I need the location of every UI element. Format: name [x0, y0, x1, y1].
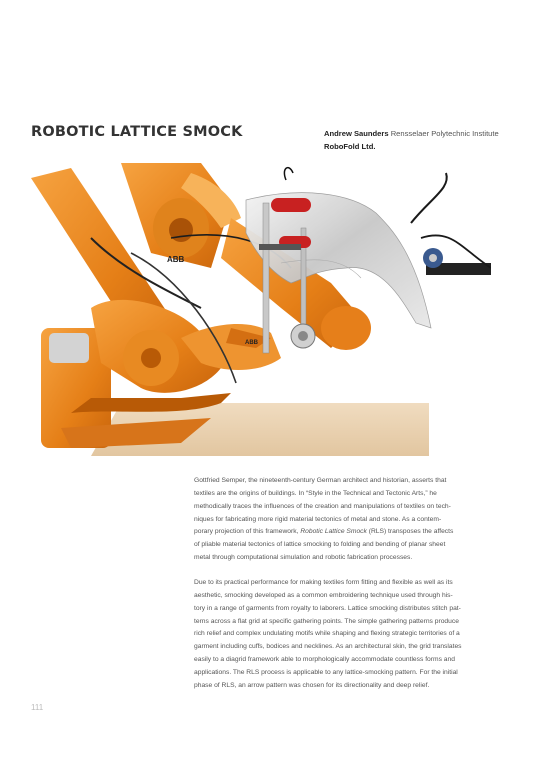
paragraph-line: metal through computational simulation and robotic fabrication processes.: [194, 554, 413, 562]
paragraph-line: applications. The RLS process is applicable to any lattice-smocking pattern. For the initial: [194, 668, 458, 676]
company-name: RoboFold Ltd.: [324, 142, 376, 151]
paragraph-line: porary projection of this framework,: [194, 528, 301, 536]
paragraph-line: niques for fabricating more rigid material tectonics of metal and stone. As a contem-: [194, 515, 442, 523]
right-fixture: [411, 173, 491, 275]
paragraph-line: aesthetic, smocking developed as a common embroidering technique used through his-: [194, 591, 453, 599]
paragraph-line: Due to its practical performance for making textiles form fitting and flexible as well as its: [194, 579, 453, 586]
author-block: [324, 127, 499, 153]
robot-arm-photo: [31, 158, 491, 456]
paragraph-line: garment including cuffs, bodices and necklines. As an architectural skin, the grid translates: [194, 643, 462, 651]
paragraph-line: easily to a diagrid framework able to morphologically accommodate countless forms and: [194, 656, 455, 664]
paragraph-line: Gottfried Semper, the nineteenth-century German architect and historian, asserts that: [194, 477, 447, 484]
paragraph-line: textiles are the origins of buildings. In “Style in the Technical and Tectonic Arts,” he: [194, 489, 437, 497]
author-name: Andrew Saunders: [324, 129, 389, 138]
page-title: ROBOTIC LATTICE SMOCK: [31, 124, 243, 140]
project-name-italic: Robotic Lattice Smock: [300, 528, 367, 536]
paragraph-line: phase of RLS, an arrow pattern was chosen for its directionality and deep relief.: [194, 681, 430, 689]
abb-logo-small: ABB: [245, 340, 258, 346]
paragraph-line: (RLS) transposes the affects: [366, 528, 454, 536]
paragraph-line: of pliable material tectonics of lattice smocking to folding and bending of planar sheet: [194, 541, 446, 549]
page-number: 111: [31, 703, 44, 712]
paragraph-line: methodically traces the influences of the creation and manipulations of textiles on tech-: [194, 502, 451, 510]
paragraph-line: rich relief and complex undulating motifs while shaping and flexing strategic territories of a: [194, 630, 460, 638]
body-paragraph-1: [194, 475, 494, 565]
paragraph-line: tory in a range of garments from royalty to laborers. Lattice smocking distributes stitch pat-: [194, 604, 461, 612]
author-affiliation: Rensselaer Polytechnic Institute: [390, 129, 499, 138]
paragraph-line: terns across a flat grid at specific gathering points. The simple gathering patterns produce: [194, 617, 459, 625]
body-paragraph-2: [194, 577, 494, 693]
abb-logo: ABB: [167, 255, 185, 264]
